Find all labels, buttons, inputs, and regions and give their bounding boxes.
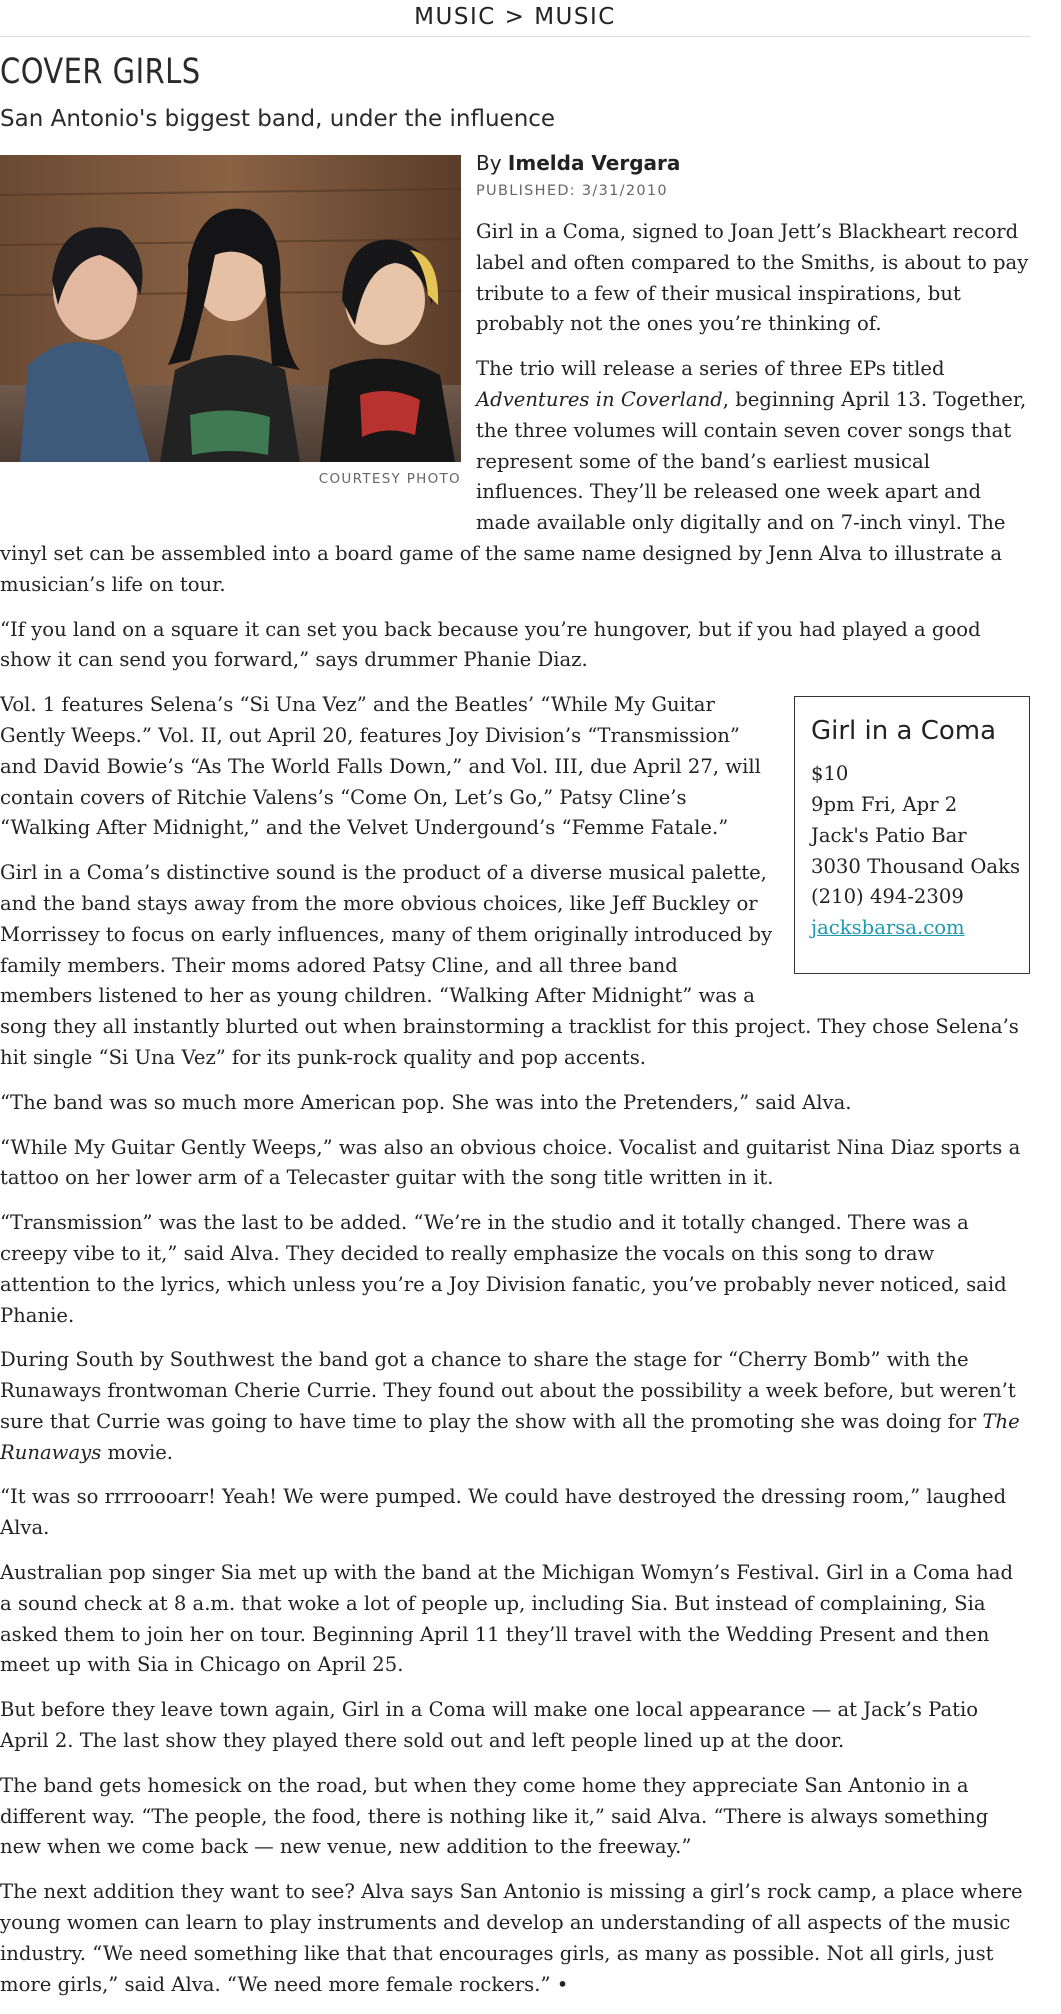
photo-caption: COURTESY PHOTO xyxy=(318,471,461,487)
article-paragraph-9-text-a: During South by Southwest the band got a chance to share the stage for “Cherry Bomb” with the Runaways frontwoman Cherie Currie. They found out about the possibility a week before, but weren’t sure that Currie was going to have time to play the show with all the promoting she was doing for xyxy=(0,1348,1016,1433)
article-paragraph-5: Girl in a Coma’s distinctive sound is the product of a diverse musical palette, and the band stays away from the more obvious choices, like Jeff Buckley or Morrissey to focus on early influences, many of them originally introduced by family members. Their moms adored Patsy Cline, and all three band members listened to her as young children. “Walking After Midnight” was a song they all instantly blurted out when brainstorming a tracklist for this project. They chose Selena’s hit single “Si Una Vez” for its punk-rock quality and pop accents. xyxy=(0,861,1019,1069)
breadcrumb-section-link[interactable]: MUSIC xyxy=(414,4,496,30)
event-info-box xyxy=(794,696,1030,974)
article-paragraph-11: Australian pop singer Sia met up with the band at the Michigan Womyn’s Festival. Girl in a Coma had a sound check at 8 a.m. that woke a lot of people up, including Sia. But instead of complaining, Sia asked them to join her on tour. Beginning April 11 they’ll travel with the Wedding Present and then meet up with Sia in Chicago on April 25. xyxy=(0,1561,1014,1677)
byline xyxy=(476,151,680,175)
event-phone: (210) 494-2309 xyxy=(811,885,964,909)
event-title: Girl in a Coma xyxy=(811,716,997,747)
article-paragraph-9-text-b: movie. xyxy=(101,1440,174,1464)
breadcrumb-separator: > xyxy=(504,4,526,30)
article-paragraph-12: But before they leave town again, Girl in a Coma will make one local appearance — at Jack’s Patio April 2. The last show they played there sold out and left people lined up at the door. xyxy=(0,1698,979,1753)
breadcrumb xyxy=(0,0,1030,37)
article-paragraph-3: “If you land on a square it can set you back because you’re hungover, but if you had played a good show it can send you forward,” says drummer Phanie Diaz. xyxy=(0,617,981,672)
article-paragraph-8: “Transmission” was the last to be added. “We’re in the studio and it totally changed. There was a creepy vibe to it,” said Alva. They decided to really emphasize the vocals on this song to draw attention to the lyrics, which unless you’re a Joy Division fanatic, you’ve probably never noticed, said Phanie. xyxy=(0,1211,1007,1327)
article-paragraph-10: “It was so rrrroooarr! Yeah! We were pumped. We could have destroyed the dressing room,” laughed Alva. xyxy=(0,1485,1007,1540)
subheadline: San Antonio's biggest band, under the influence xyxy=(0,106,556,132)
article-paragraph-6: “The band was so much more American pop. She was into the Pretenders,” said Alva. xyxy=(0,1090,852,1114)
article-paragraph-2-text-a: The trio will release a series of three EPs titled xyxy=(476,357,945,381)
byline-prefix: By xyxy=(476,151,502,175)
event-price: $10 xyxy=(811,762,849,786)
article-paragraph-9 xyxy=(0,1345,1030,1468)
author-name[interactable]: Imelda Vergara xyxy=(507,151,681,175)
published-value: 3/31/2010 xyxy=(581,183,668,199)
published-label: PUBLISHED: xyxy=(476,183,576,199)
article-paragraph-7: “While My Guitar Gently Weeps,” was also an obvious choice. Vocalist and guitarist Nina Diaz sports a tattoo on her lower arm of a Telecaster guitar with the song title written in it. xyxy=(0,1135,1021,1190)
ep-title: Adventures in Coverland xyxy=(476,387,723,411)
event-datetime: 9pm Fri, Apr 2 xyxy=(811,792,958,816)
article-paragraph-2-text-b: , beginning April 13. Together, the three volumes will contain seven cover songs that represent some of the band’s earliest musical influences. They’ll be released one week apart and made available only digitally and on 7-inch vinyl. The vinyl set can be assembled into a board game of the same name designed by Jenn Alva to illustrate a musician’s life on tour. xyxy=(0,387,1027,596)
venue-website-link[interactable]: jacksbarsa.com xyxy=(811,916,965,940)
event-venue: Jack's Patio Bar xyxy=(811,823,967,847)
photo-float-spacer xyxy=(0,217,476,513)
movie-title: The Runaways xyxy=(0,1409,1020,1464)
breadcrumb-subsection-link[interactable]: MUSIC xyxy=(534,4,616,30)
article-paragraph-4: Vol. 1 features Selena’s “Si Una Vez” and the Beatles’ “While My Guitar Gently Weeps.” Vol. II, out April 20, features Joy Division’s “Transmission” and David Bowie’s “As The World Falls Down,” and Vol. III, due April 27, will contain covers of Ritchie Valens’s “Come On, Let’s Go,” Patsy Cline’s “Walking After Midnight,” and the Velvet Undergound’s “Femme Fatale.” xyxy=(0,693,761,840)
article-paragraph-1: Girl in a Coma, signed to Joan Jett’s Blackheart record label and often compared to the Smiths, is about to pay tribute to a few of their musical inspirations, but probably not the ones you’re thinking of. xyxy=(476,220,1029,336)
article-body xyxy=(0,217,1030,2014)
article-paragraph-13: The band gets homesick on the road, but when they come home they appreciate San Antonio in a different way. “The people, the food, there is nothing like it,” said Alva. “There is always something new when we come back — new venue, new addition to the freeway.” xyxy=(0,1773,989,1859)
headline: COVER GIRLS xyxy=(0,52,201,92)
article-paragraph-14: The next addition they want to see? Alva says San Antonio is missing a girl’s rock camp, a place where young women can learn to play instruments and develop an understanding of all aspects of the music industry. “We need something like that that encourages girls, as many as possible. Not all girls, just more girls,” said Alva. “We need more female rockers.” • xyxy=(0,1880,1023,1996)
event-address: 3030 Thousand Oaks xyxy=(811,854,1020,878)
published-date xyxy=(476,183,668,199)
